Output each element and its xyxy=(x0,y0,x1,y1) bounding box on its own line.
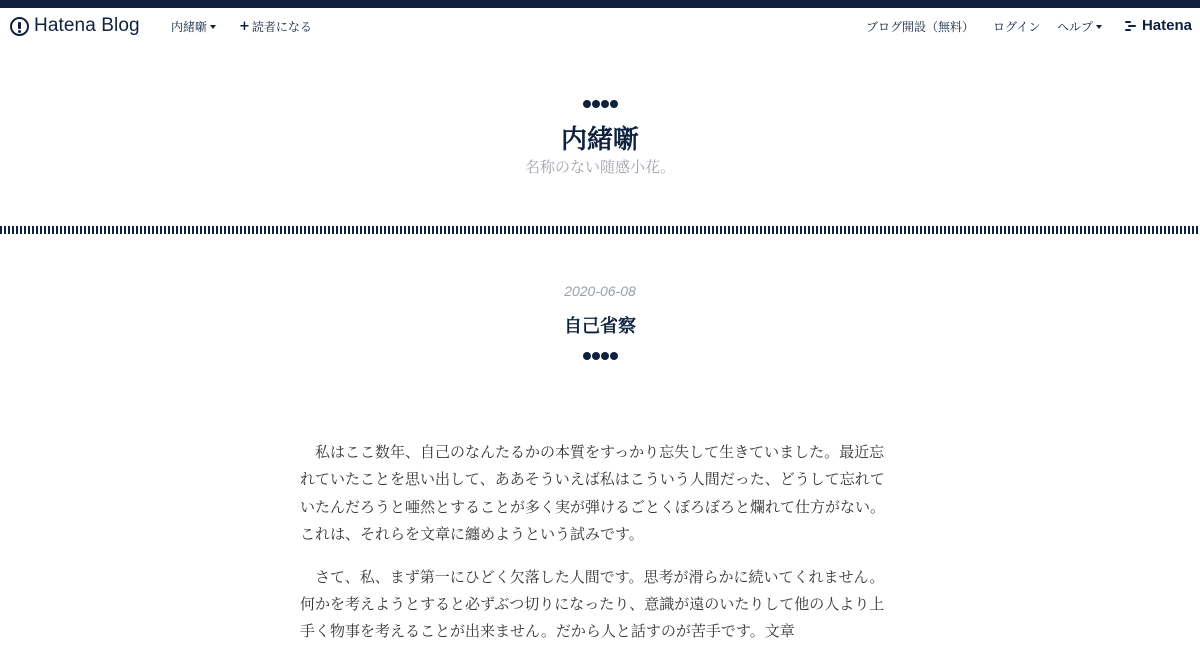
help-dropdown[interactable] xyxy=(1057,18,1102,35)
entry-paragraph: さて、私、まず第一にひどく欠落した人間です。思考が滑らかに続いてくれません。何かを考えようとすると必ずぶつ切りになったり、意識が遠のいたりして他の人より上手く物事を考えることが出来ません。だから人と話すのが苦手です。文章 xyxy=(300,567,885,641)
top-accent-bar xyxy=(0,0,1200,8)
blog-menu-dropdown[interactable] xyxy=(171,18,216,35)
hatena-blog-logo-icon xyxy=(10,17,29,36)
entry-ornament xyxy=(0,352,1200,360)
entry-header xyxy=(0,282,1200,360)
hatena-blog-logo[interactable] xyxy=(10,15,140,37)
global-header xyxy=(0,8,1200,44)
chevron-down-icon xyxy=(1096,25,1102,29)
login-link[interactable] xyxy=(993,18,1040,35)
entry-body xyxy=(300,439,892,661)
create-blog-link[interactable] xyxy=(866,18,974,35)
hatena-logo[interactable] xyxy=(1125,17,1192,34)
help-label: ヘルプ xyxy=(1057,20,1094,34)
chevron-down-icon xyxy=(210,25,216,29)
header-divider xyxy=(0,226,1200,234)
subscribe-button[interactable] xyxy=(239,18,312,35)
login-label: ログイン xyxy=(993,20,1041,34)
hatena-blog-logo-text: Hatena Blog xyxy=(34,15,140,36)
create-blog-label: ブログ開設（無料） xyxy=(866,20,975,34)
blog-menu-label: 内緒噺 xyxy=(171,20,208,34)
plus-icon: + xyxy=(239,19,250,34)
entry-title[interactable]: 自己省察 xyxy=(564,316,636,337)
hatena-logo-text: Hatena xyxy=(1141,17,1192,34)
blog-title[interactable]: 内緒噺 xyxy=(560,125,639,155)
blog-header xyxy=(0,100,1200,177)
blog-description: 名称のない随感小花。 xyxy=(524,158,675,176)
global-header-left xyxy=(10,15,140,37)
entry-paragraph: 私はここ数年、自己のなんたるかの本質をすっかり忘失して生きていました。最近忘れていたことを思い出して、ああそういえば私はこういう人間だった、どうして忘れていたんだろうと唖然とすることが多く実が弾けるごとくぼろぼろと爛れて仕方がない。これは、それらを文章に纏めようという試みです。 xyxy=(300,443,886,544)
header-ornament xyxy=(0,100,1200,108)
subscribe-label: 読者になる xyxy=(251,20,312,34)
entry-date[interactable]: 2020-06-08 xyxy=(564,283,636,299)
hatena-logo-icon xyxy=(1125,20,1139,32)
